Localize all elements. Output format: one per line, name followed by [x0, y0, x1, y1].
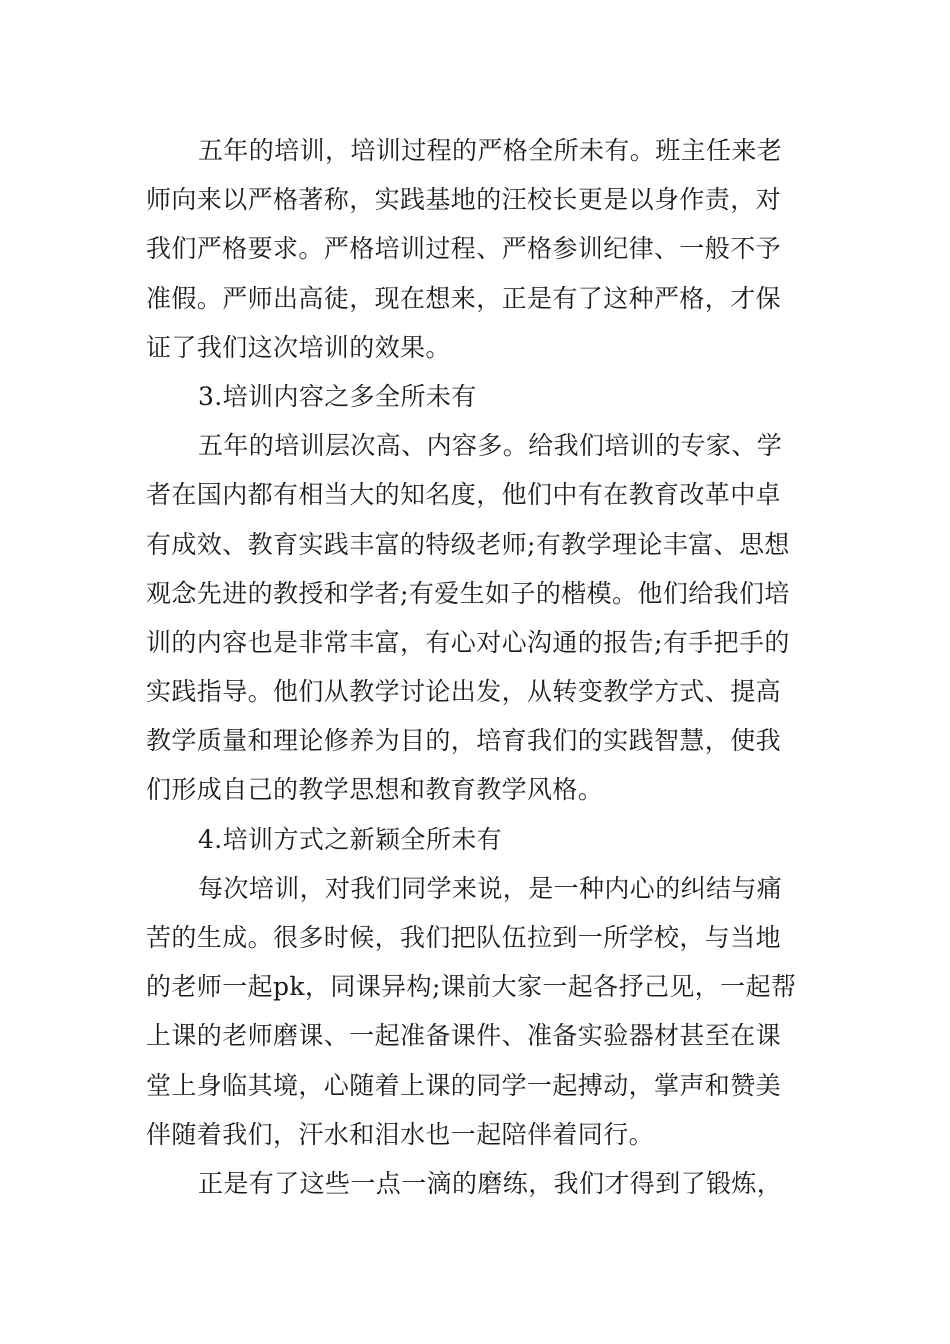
paragraph-3-line-5: 堂上身临其境，心随着上课的同学一起搏动，掌声和赞美 — [146, 1070, 782, 1100]
paragraph-2-line-7: 教学质量和理论修养为目的，培育我们的实践智慧，使我 — [146, 726, 782, 756]
document-body — [146, 126, 810, 1208]
paragraph-3-line-1: 每次培训，对我们同学来说，是一种内心的纠结与痛 — [198, 873, 783, 903]
paragraph-2-line-2: 者在国内都有相当大的知名度，他们中有在教育改革中卓 — [146, 480, 782, 510]
paragraph-4-line-1: 正是有了这些一点一滴的磨练，我们才得到了锻炼， — [198, 1168, 783, 1198]
paragraph-2-line-8: 们形成自己的教学思想和教育教学风格。 — [146, 775, 604, 805]
paragraph-3-line-3: 的老师一起pk，同课异构;课前大家一起各抒己见，一起帮 — [146, 972, 797, 1002]
paragraph-3-line-6: 伴随着我们，汗水和泪水也一起陪伴着同行。 — [146, 1119, 655, 1149]
paragraph-1-line-5: 证了我们这次培训的效果。 — [146, 332, 451, 362]
paragraph-2-line-5: 训的内容也是非常丰富，有心对心沟通的报告;有手把手的 — [146, 627, 790, 657]
paragraph-1-line-4: 准假。严师出高徒，现在想来，正是有了这种严格，才保 — [146, 283, 782, 313]
section-heading-3: 3.培训内容之多全所未有 — [198, 381, 477, 411]
paragraph-1-line-1: 五年的培训，培训过程的严格全所未有。班主任来老 — [198, 136, 783, 165]
paragraph-2-line-4: 观念先进的教授和学者;有爱生如子的楷模。他们给我们培 — [146, 578, 790, 608]
paragraph-2-line-1: 五年的培训层次高、内容多。给我们培训的专家、学 — [198, 431, 783, 461]
paragraph-2-line-3: 有成效、教育实践丰富的特级老师;有教学理论丰富、思想 — [146, 529, 790, 559]
paragraph-2-line-6: 实践指导。他们从教学讨论出发，从转变教学方式、提高 — [146, 677, 782, 707]
paragraph-3-line-2: 苦的生成。很多时候，我们把队伍拉到一所学校，与当地 — [146, 923, 782, 952]
paragraph-1-line-3: 我们严格要求。严格培训过程、严格参训纪律、一般不予 — [146, 234, 782, 264]
paragraph-3-line-4: 上课的老师磨课、一起准备课件、准备实验器材甚至在课 — [146, 1021, 782, 1051]
paragraph-1-line-2: 师向来以严格著称，实践基地的汪校长更是以身作责，对 — [146, 185, 782, 215]
section-heading-4: 4.培训方式之新颖全所未有 — [198, 824, 503, 854]
